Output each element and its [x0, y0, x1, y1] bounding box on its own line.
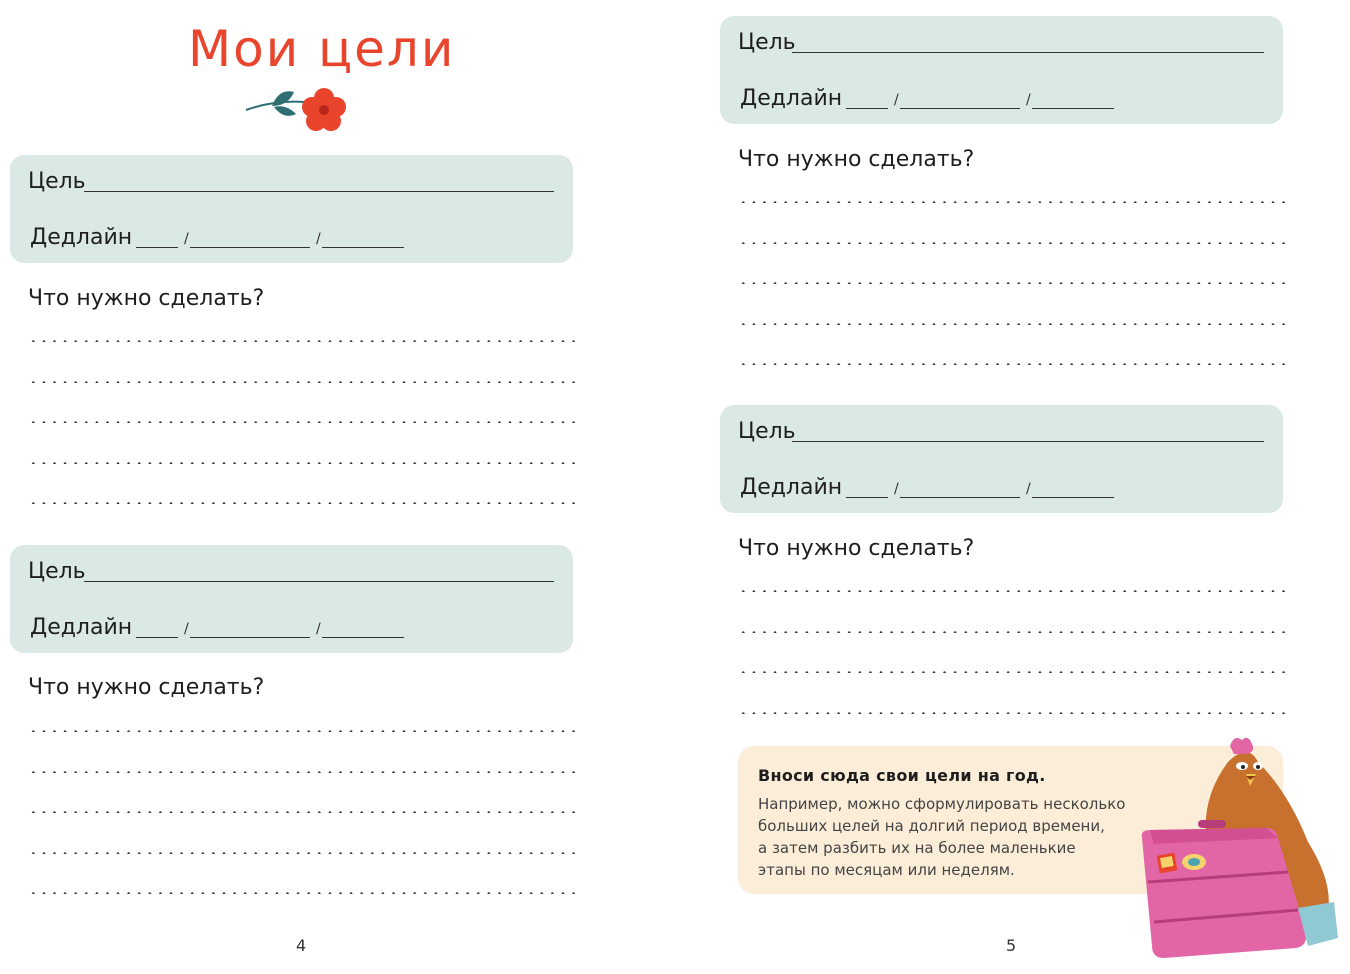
deadline-month-field[interactable]	[900, 108, 1020, 109]
date-separator: /	[894, 481, 899, 497]
page-number: 5	[1006, 936, 1017, 955]
dotted-line[interactable]	[28, 852, 576, 854]
dotted-line[interactable]	[738, 242, 1286, 244]
goal-card	[10, 155, 573, 263]
dotted-line[interactable]	[28, 381, 576, 383]
deadline-label: Дедлайн	[30, 225, 133, 250]
todo-label: Что нужно сделать?	[28, 286, 265, 311]
dotted-line[interactable]	[28, 502, 576, 504]
goal-field[interactable]	[792, 52, 1264, 53]
date-separator: /	[1026, 92, 1031, 108]
dotted-line[interactable]	[738, 282, 1286, 284]
date-separator: /	[894, 92, 899, 108]
deadline-label: Дедлайн	[740, 86, 843, 111]
goal-label: Цель	[28, 169, 86, 194]
deadline-month-field[interactable]	[900, 497, 1020, 498]
dotted-line[interactable]	[738, 201, 1286, 203]
dotted-line[interactable]	[738, 712, 1286, 714]
dotted-line[interactable]	[28, 892, 576, 894]
deadline-label: Дедлайн	[30, 615, 133, 640]
deadline-year-field[interactable]	[322, 637, 404, 638]
dotted-line[interactable]	[738, 631, 1286, 633]
deadline-month-field[interactable]	[190, 637, 310, 638]
dotted-line[interactable]	[738, 590, 1286, 592]
deadline-day-field[interactable]	[136, 637, 178, 638]
deadline-year-field[interactable]	[1032, 108, 1114, 109]
tip-line: Например, можно сформулировать несколько	[758, 795, 1126, 813]
deadline-year-field[interactable]	[1032, 497, 1114, 498]
dotted-line[interactable]	[28, 730, 576, 732]
page-title-lettering	[188, 10, 456, 80]
tip-title: Вноси сюда свои цели на год.	[758, 766, 1046, 785]
date-separator: /	[1026, 481, 1031, 497]
dotted-line[interactable]	[28, 811, 576, 813]
dotted-line[interactable]	[738, 363, 1286, 365]
tip-line: а затем разбить их на более маленькие	[758, 839, 1076, 857]
page-title-text: Мои цели	[188, 20, 456, 78]
tip-body	[758, 793, 1138, 881]
date-separator: /	[184, 231, 189, 247]
dotted-line[interactable]	[28, 771, 576, 773]
goal-card	[10, 545, 573, 653]
tip-line: этапы по месяцам или неделям.	[758, 861, 1015, 879]
page-number: 4	[296, 936, 307, 955]
deadline-day-field[interactable]	[846, 108, 888, 109]
date-separator: /	[316, 621, 321, 637]
todo-label: Что нужно сделать?	[28, 675, 265, 700]
goal-card	[720, 16, 1283, 124]
deadline-label: Дедлайн	[740, 475, 843, 500]
goal-label: Цель	[738, 419, 796, 444]
deadline-month-field[interactable]	[190, 247, 310, 248]
date-separator: /	[316, 231, 321, 247]
flower-icon	[244, 80, 354, 136]
deadline-day-field[interactable]	[846, 497, 888, 498]
deadline-year-field[interactable]	[322, 247, 404, 248]
deadline-day-field[interactable]	[136, 247, 178, 248]
todo-label: Что нужно сделать?	[738, 147, 975, 172]
date-separator: /	[184, 621, 189, 637]
dotted-line[interactable]	[28, 340, 576, 342]
dotted-line[interactable]	[28, 421, 576, 423]
goal-label: Цель	[738, 30, 796, 55]
goal-card	[720, 405, 1283, 513]
tip-line: больших целей на долгий период времени,	[758, 817, 1105, 835]
goal-field[interactable]	[84, 191, 554, 192]
goal-field[interactable]	[792, 441, 1264, 442]
page-title	[188, 10, 456, 80]
dotted-line[interactable]	[738, 323, 1286, 325]
hen-with-suitcase-illustration	[1138, 732, 1343, 968]
dotted-line[interactable]	[28, 462, 576, 464]
goal-label: Цель	[28, 559, 86, 584]
goal-field[interactable]	[84, 581, 554, 582]
dotted-line[interactable]	[738, 671, 1286, 673]
todo-label: Что нужно сделать?	[738, 536, 975, 561]
